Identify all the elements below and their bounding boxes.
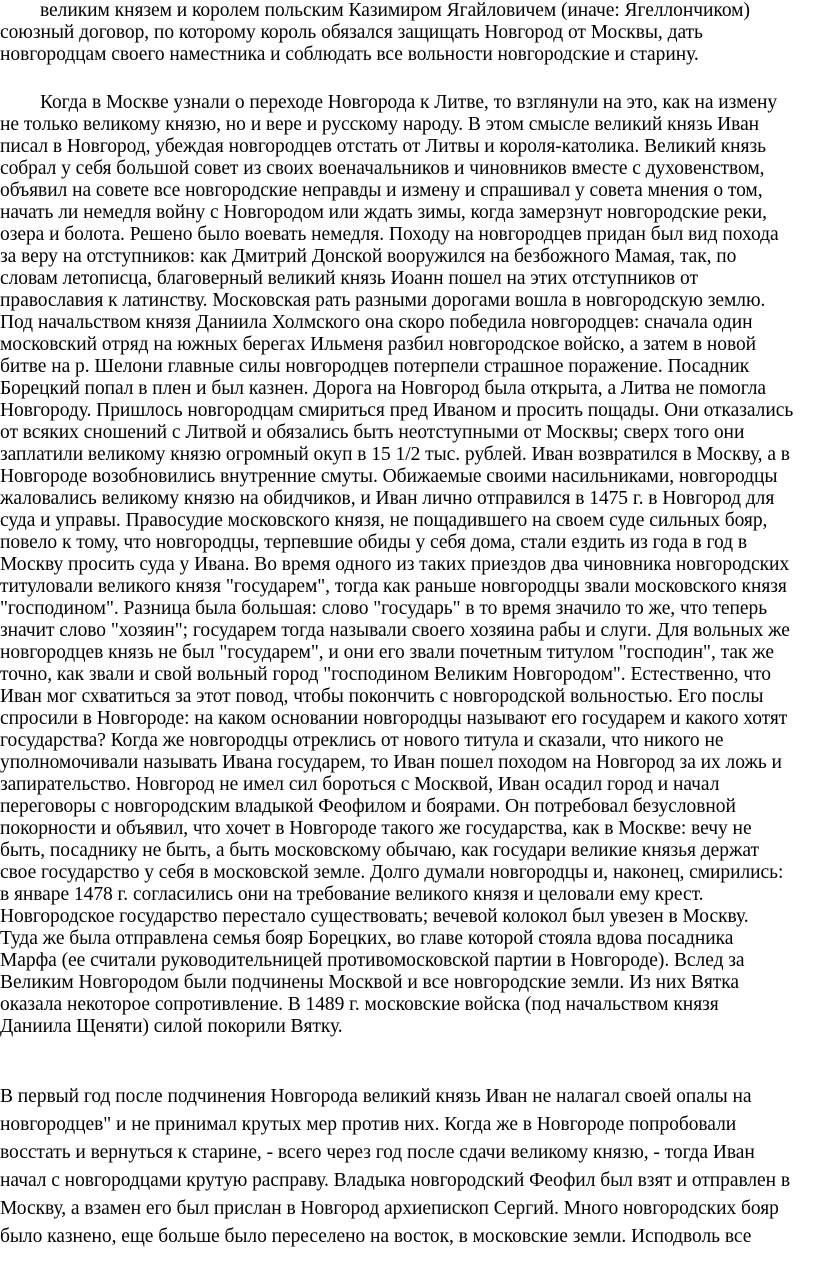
text-line: писал в Новгород, убеждая новгородцев отстать от Литвы и короля-католика. Великий князь (0, 136, 766, 157)
text-line: Великим Новгородом были подчинены Москвой и все новгородские земли. Из них Вятка (0, 972, 739, 993)
text-line: Новгородское государство перестало существовать; вечевой колокол был увезен в Москву. (0, 906, 749, 927)
text-line: Когда в Москве узнали о переходе Новгорода к Литве, то взглянули на это, как на измену (40, 92, 778, 113)
text-line: заплатили великому князю огромный окуп в 15 1/2 тыс. рублей. Иван возвратился в Москву, а в (0, 444, 790, 465)
text-line: жаловались великому князю на обидчиков, и Иван лично отправился в 1475 г. в Новгород для (0, 488, 775, 509)
text-line: "господином". Разница была большая: слово "государь" в то время значило то же, что теперь (0, 598, 768, 619)
text-line: битве на р. Шелони главные силы новгородцев потерпели страшное поражение. Посадник (0, 356, 750, 377)
text-line: Новгороде возобновились внутренние смуты. Обижаемые своими насильниками, новгородцы (0, 466, 778, 487)
text-line: Новгороду. Пришлось новгородцам смириться пред Иваном и просить пощады. Они отказались (0, 400, 794, 421)
text-line: союзный договор, по которому король обязался защищать Новгород от Москвы, дать (0, 22, 703, 43)
text-line: быть, посаднику не быть, а быть московскому обычаю, как государи великие князья держат (0, 840, 759, 861)
text-line: государства? Когда же новгородцы отреклись от нового титула и сказали, что никого не (0, 730, 724, 751)
text-line: Под начальством князя Даниила Холмского она скоро победила новгородцев: сначала один (0, 312, 753, 333)
text-line: за веру на отступников: как Дмитрий Донской вооружился на безбожного Мамая, так, по (0, 246, 737, 267)
text-line: покорности и объявил, что хочет в Новгороде такого же государства, как в Москве: вечу не (0, 818, 752, 839)
text-line: точно, как звали и свой вольный город "господином Великим Новгородом". Естественно, что (0, 664, 772, 685)
text-line: словам летописца, благоверный великий князь Иоанн пошел на этих отступников от (0, 268, 698, 289)
text-line: переговоры с новгородским владыкой Феофилом и боярами. Он потребовал безусловной (0, 796, 736, 817)
text-line: собрал у себя большой совет из своих военачальников и чиновников вместе с духовенством, (0, 158, 765, 179)
text-line: свое государство у себя в московской земле. Долго думали новгородцы и, наконец, смирились: (0, 862, 784, 883)
text-line: уполномочивали называть Ивана государем, то Иван пошел походом на Новгород за их ложь и (0, 752, 782, 773)
text-line: начал с новгородцами крутую расправу. Владыка новгородский Феофил был взят и отправлен в (0, 1170, 791, 1191)
text-line: в январе 1478 г. согласились они на требование великого князя и целовали ему крест. (0, 884, 704, 905)
text-line: титуловали великого князя "государем", тогда как раньше новгородцы звали московского князя (0, 576, 787, 597)
text-line: Марфа (ее считали руководительницей противомосковской партии в Новгороде). Вслед за (0, 950, 745, 971)
text-line: суда и управы. Правосудие московского князя, не пощадившего на своем суде сильных бояр, (0, 510, 768, 531)
text-line: от всяких сношений с Литвой и обязались быть неотступными от Москвы; сверх того они (0, 422, 745, 443)
text-line: новгородцев" и не принимал крутых мер против них. Когда же в Новгороде попробовали (0, 1114, 737, 1135)
text-line: великим князем и королем польским Казимиром Ягайловичем (иначе: Ягеллончиком) (40, 0, 750, 21)
text-line: повело к тому, что новгородцы, терпевшие обиды у себя дома, стали ездить из года в год в (0, 532, 747, 553)
text-line: начать ли немедля войну с Новгородом или ждать зимы, когда замерзнут новгородские реки, (0, 202, 767, 223)
text-line: не только великому князю, но и вере и русскому народу. В этом смысле великий князь Иван (0, 114, 760, 135)
text-line: В первый год после подчинения Новгорода великий князь Иван не налагал своей опалы на (0, 1086, 752, 1107)
text-line: новгородцев князь не был "государем", и они его звали почетным титулом "господин", так же (0, 642, 774, 663)
text-line: Борецкий попал в плен и был казнен. Дорога на Новгород была открыта, а Литва не помогла (0, 378, 767, 399)
text-line: московский отряд на южных берегах Ильменя разбил новгородское войско, а затем в новой (0, 334, 757, 355)
text-line: спросили в Новгороде: на каком основании новгородцы называют его государем и какого хотят (0, 708, 788, 729)
text-line: значит слово "хозяин"; государем тогда называли своего хозяина рабы и слуги. Для вольных же (0, 620, 790, 641)
text-line: Туда же была отправлена семья бояр Борецких, во главе которой стояла вдова посадника (0, 928, 734, 949)
text-line: Москву, а взамен его был прислан в Новгород архиепископ Сергий. Много новгородских бояр (0, 1198, 779, 1219)
text-line: Москву просить суда у Ивана. Во время одного из таких приездов два чиновника новгородских (0, 554, 790, 575)
text-line: православия к латинству. Московская рать разными дорогами вошла в новгородскую землю. (0, 290, 766, 311)
text-line: было казнено, еще больше было переселено на восток, в московские земли. Исподволь все (0, 1226, 752, 1247)
text-line: Даниила Щеняти) силой покорили Вятку. (0, 1016, 343, 1037)
text-line: запирательство. Новгород не имел сил бороться с Москвой, Иван осадил город и начал (0, 774, 720, 795)
text-line: Иван мог схватиться за этот повод, чтобы покончить с новгородской вольностью. Его послы (0, 686, 764, 707)
text-line: новгородцам своего наместника и соблюдать все вольности новгородские и старину. (0, 44, 699, 65)
text-line: озера и болота. Решено было воевать немедля. Походу на новгородцев придан был вид похода (0, 224, 779, 245)
text-line: восстать и вернуться к старине, - всего через год после сдачи великому князю, - тогда Иван (0, 1142, 755, 1163)
text-line: объявил на совете все новгородские неправды и измену и спрашивал у совета мнения о том, (0, 180, 763, 201)
text-line: оказала некоторое сопротивление. В 1489 г. московские войска (под начальством князя (0, 994, 719, 1015)
